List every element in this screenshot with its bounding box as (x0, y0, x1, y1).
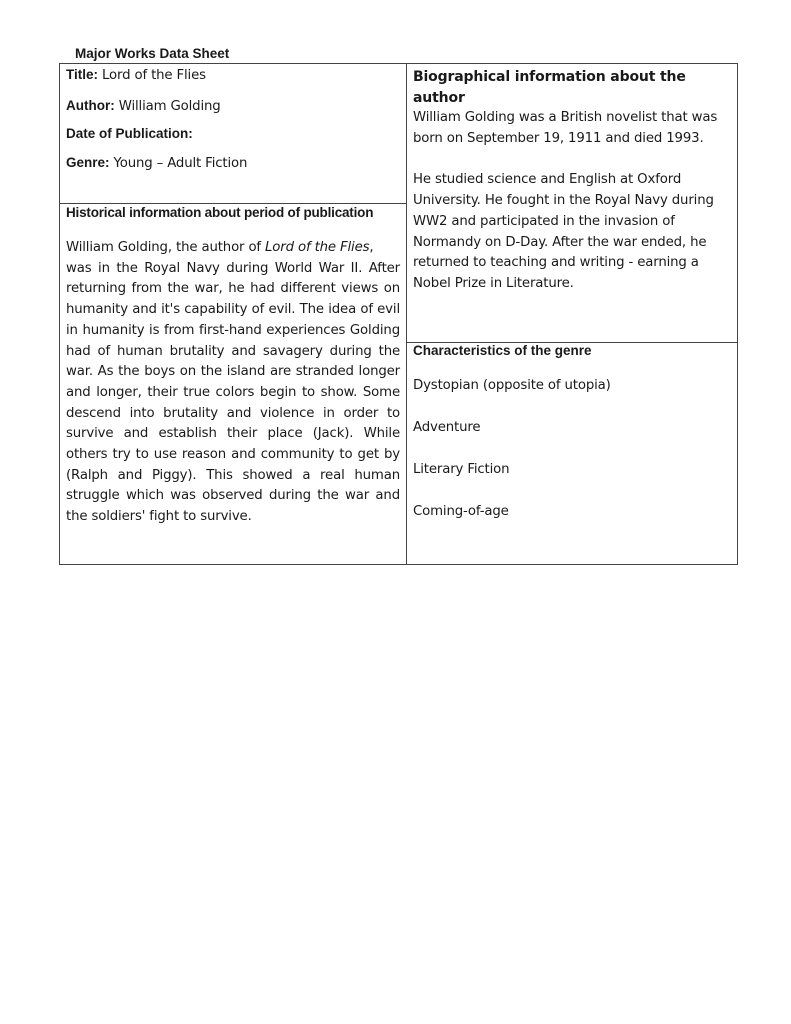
historical-info-cell (66, 205, 400, 528)
genre-item: Adventure (413, 420, 481, 435)
biography-paragraph-2: He studied science and English at Oxford University. He fought in the Royal Navy during WW2 and participated in the invasion of Normandy on D-Day. After the war ended, he returned to teaching and writing - earning a Nobel Prize in Literature. (413, 172, 714, 291)
genre-item: Dystopian (opposite of utopia) (413, 378, 611, 393)
historical-body: was in the Royal Navy during World War II. After returning from the war, he had different views on humanity and it's capability of evil. The idea of evil in humanity is from first-hand experiences Golding had of human brutality and savagery during the war. As the boys on the island are stranded longer and longer, their true colors begin to show. Some descend into brutality and violence in order to survive and establish their place (Jack). While others try to use reason and community to get by (Ralph and Piggy). This showed a real human struggle which was observed during the war and the soldiers' fight to survive. (66, 260, 400, 525)
data-sheet-table (59, 63, 738, 565)
biography-cell (413, 67, 735, 295)
biography-heading: Biographical information about the author (413, 69, 686, 106)
book-title-italic: Lord of the Flies (265, 240, 370, 255)
genre-value: Young – Adult Fiction (113, 156, 248, 171)
sheet-title: Major Works Data Sheet (75, 46, 230, 61)
genre-label: Genre: (66, 155, 110, 170)
column-divider (406, 64, 407, 564)
date-label: Date of Publication: (66, 126, 193, 141)
title-value: Lord of the Flies (102, 68, 206, 83)
left-row-divider (60, 203, 406, 204)
historical-intro (66, 238, 400, 259)
historical-text (66, 238, 400, 528)
historical-intro-after: , (369, 240, 374, 255)
biography-paragraph-1: William Golding was a British novelist that was born on September 19, 1911 and died 1993. (413, 110, 718, 146)
historical-heading: Historical information about period of publication (66, 205, 374, 220)
genre-list (413, 376, 735, 544)
genre-item: Literary Fiction (413, 462, 510, 477)
title-label: Title: (66, 67, 99, 82)
author-value: William Golding (118, 99, 221, 114)
basic-info-cell (66, 66, 402, 174)
historical-intro-before: William Golding, the author of (66, 240, 266, 255)
genre-characteristics-heading: Characteristics of the genre (413, 343, 592, 358)
genre-characteristics-cell (413, 343, 735, 544)
genre-item: Coming-of-age (413, 504, 509, 519)
author-label: Author: (66, 98, 115, 113)
